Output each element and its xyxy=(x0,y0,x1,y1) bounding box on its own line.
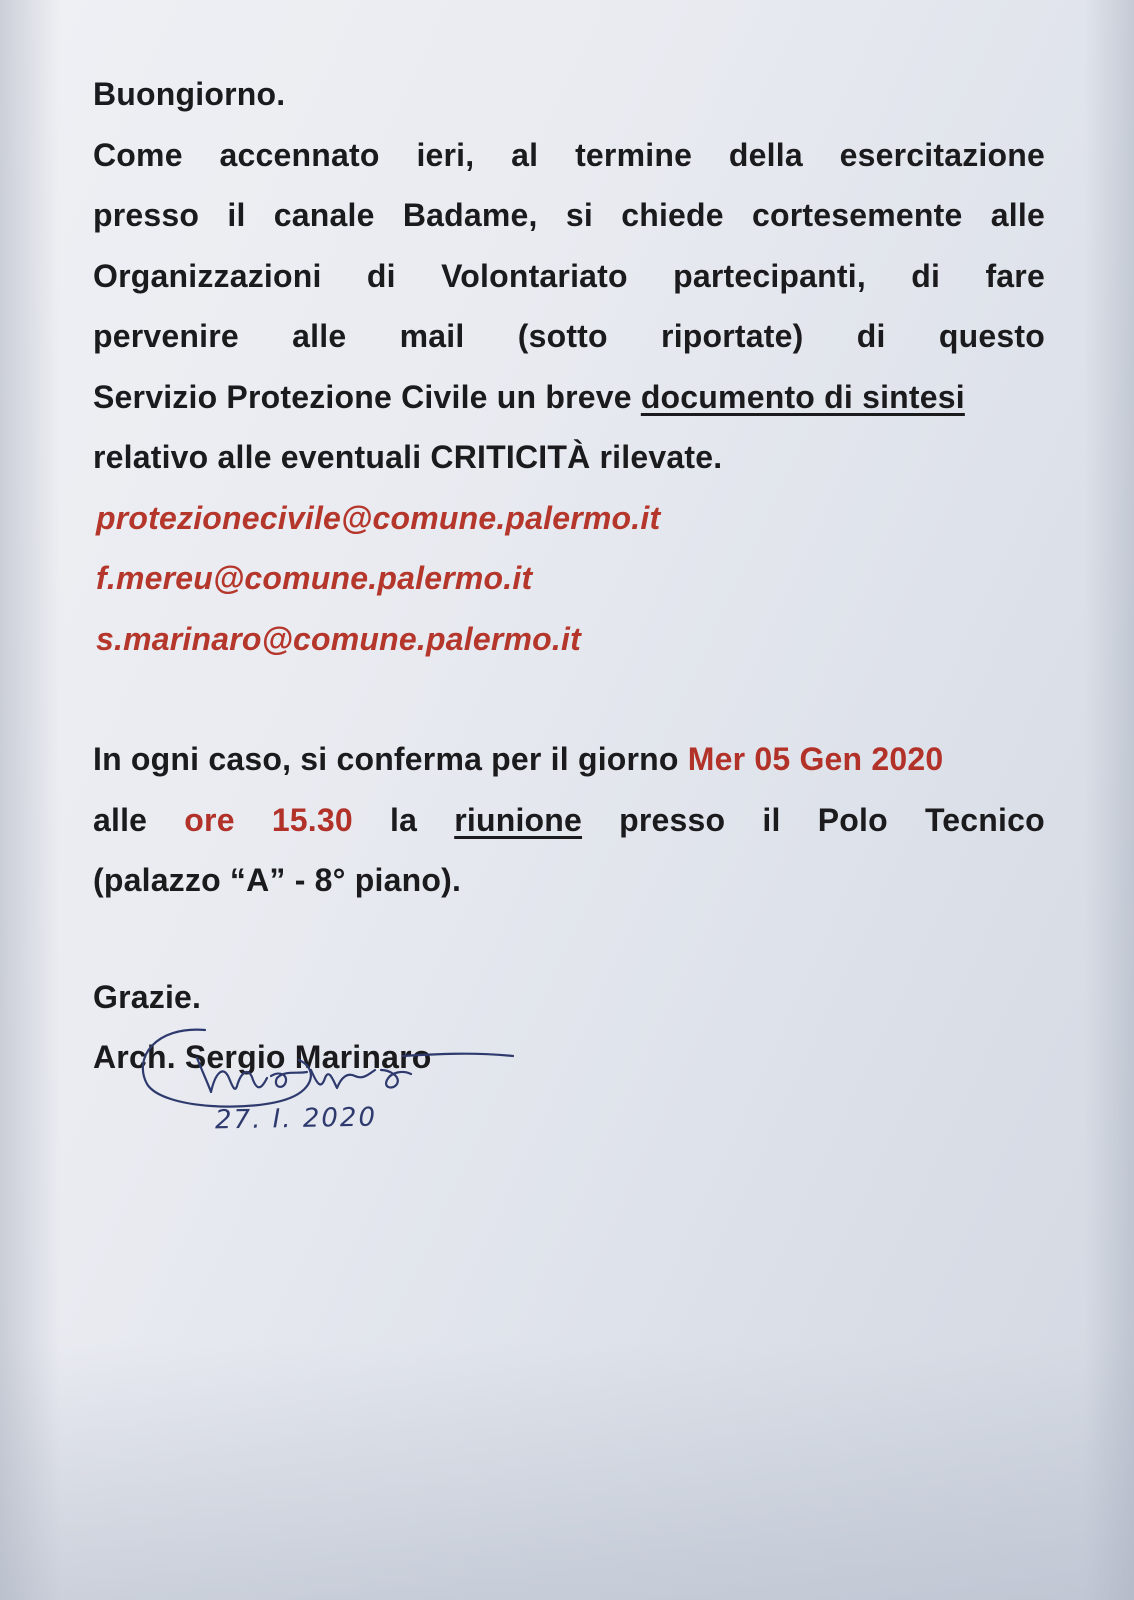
paragraph-line xyxy=(93,125,1045,186)
text-run: rilevate. xyxy=(590,439,723,475)
word: il xyxy=(762,801,781,838)
word: presso xyxy=(93,197,200,233)
text-run: In ogni caso, si conferma per il giorno xyxy=(93,741,688,777)
paper-shadow-bottom xyxy=(0,1340,1134,1600)
meeting-time: 15.30 xyxy=(271,801,353,838)
meeting-time-label: ore xyxy=(184,801,235,838)
word: al xyxy=(511,136,539,173)
word: fare xyxy=(985,257,1045,294)
paragraph-line xyxy=(93,246,1045,307)
signatory-name: Arch. Sergio Marinaro xyxy=(93,1039,432,1075)
text-run: relativo alle eventuali xyxy=(93,439,431,475)
spacer xyxy=(93,911,1045,967)
text-run: Servizio Protezione Civile un breve xyxy=(93,378,641,415)
word: della xyxy=(728,136,803,173)
handwritten-signature xyxy=(85,1018,545,1178)
word: Volontariato xyxy=(441,257,628,294)
word: alle xyxy=(990,197,1045,233)
handwritten-date: 27. I. 2020 xyxy=(214,1102,378,1136)
word: questo xyxy=(938,318,1045,354)
word: alle xyxy=(93,801,148,838)
word: mail xyxy=(399,318,465,354)
word: di xyxy=(911,257,941,294)
underlined-phrase: documento di sintesi xyxy=(640,378,965,415)
word: Come xyxy=(93,136,183,173)
word: il xyxy=(227,197,246,233)
word: Badame, xyxy=(402,197,538,233)
email-address: f.mereu@comune.palermo.it xyxy=(96,560,533,596)
word: (sotto xyxy=(517,318,608,354)
closing-thanks: Grazie. xyxy=(93,978,202,1015)
meeting-date: Mer 05 Gen 2020 xyxy=(687,741,944,777)
word: Tecnico xyxy=(924,801,1045,838)
word: chiede xyxy=(621,197,724,233)
letter-body xyxy=(93,64,1045,1088)
spacer xyxy=(93,669,1045,729)
word: ieri, xyxy=(416,136,475,173)
paragraph-meeting xyxy=(93,729,1045,911)
paragraph-line xyxy=(93,185,1045,246)
word: si xyxy=(565,197,593,233)
word: accennato xyxy=(219,136,380,173)
word: di xyxy=(856,318,886,354)
word: alle xyxy=(292,318,347,354)
paragraph-line xyxy=(93,790,1045,851)
email-address: s.marinaro@comune.palermo.it xyxy=(96,620,581,657)
email-address: protezionecivile@comune.palermo.it xyxy=(96,499,661,536)
word: partecipanti, xyxy=(673,257,866,294)
word: Organizzazioni xyxy=(93,257,322,294)
word: la xyxy=(390,801,418,838)
word: termine xyxy=(575,136,693,173)
paragraph-line: (palazzo “A” - 8° piano). xyxy=(93,862,462,898)
word: riportate) xyxy=(661,318,804,354)
word: esercitazione xyxy=(839,136,1045,173)
word: canale xyxy=(273,197,375,233)
paper-shadow-right xyxy=(1084,0,1134,1600)
email-list xyxy=(93,488,1045,670)
paragraph-line xyxy=(93,427,1045,488)
paragraph-request xyxy=(93,125,1045,488)
paragraph-line xyxy=(93,306,1045,367)
word: Polo xyxy=(817,801,888,838)
word: di xyxy=(366,257,396,294)
word: pervenire xyxy=(93,318,239,354)
underlined-word: riunione xyxy=(454,801,583,838)
word: presso xyxy=(619,801,726,838)
greeting: Buongiorno. xyxy=(93,76,286,112)
word: cortesemente xyxy=(752,197,963,233)
paragraph-line xyxy=(93,367,1045,428)
paper-shadow-left xyxy=(0,0,60,1600)
caps-word: CRITICITÀ xyxy=(430,439,591,475)
paragraph-line xyxy=(93,729,1045,790)
